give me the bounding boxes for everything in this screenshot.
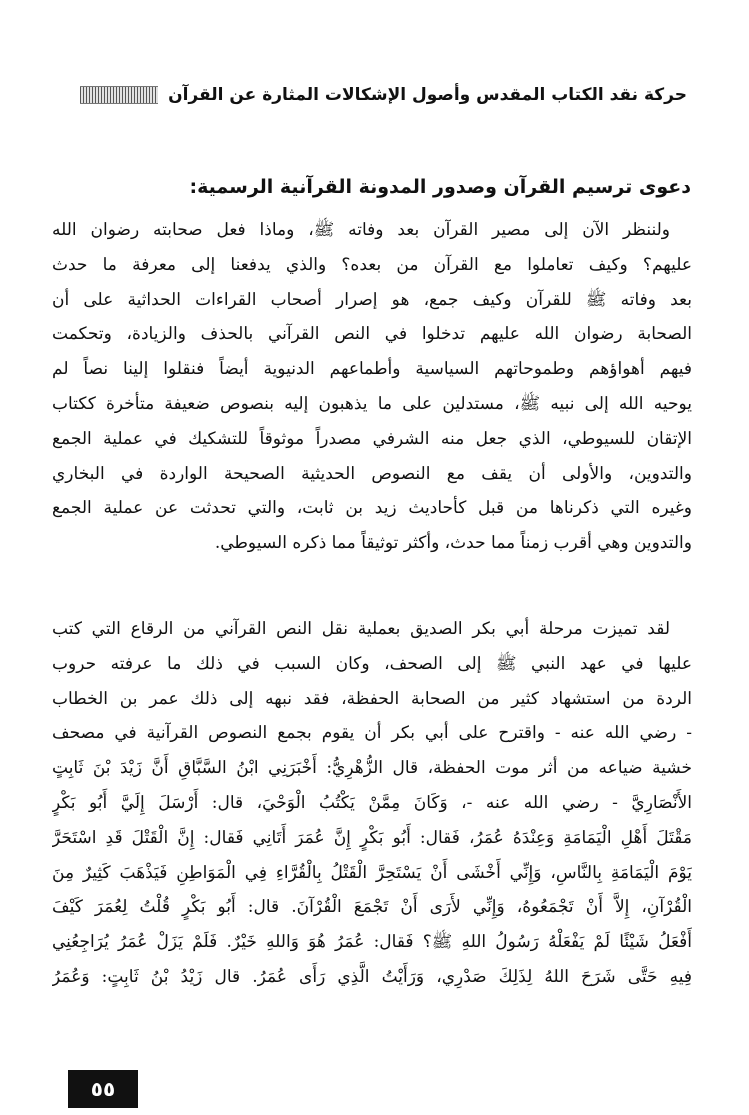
text-line: الْقُرْآنِ، إِلاَّ أَنْ تَجْمَعُوهُ، وَإِنِّي لأَرَى أَنْ تَجْمَعَ الْقُرْآنَ. قال: أَبُو بَكْرٍ قُلْتُ لِعُمَرَ كَيْفَ [52,897,692,918]
text-line: عليها في عهد النبي ﷺ إلى الصحف، وكان السبب في ذلك ما عرفته حروب [52,653,692,674]
text-line: الردة من استشهاد كثير من الصحابة الحفظة، فقد نبهه إلى ذلك عمر بن الخطاب [52,688,692,709]
text-line: يوحيه الله إلى نبيه ﷺ، مستدلين على ما يذهبون إليه بنصوص ضعيفة متأخرة ككتاب [52,393,692,414]
text-line: الإتقان للسيوطي، الذي جعل منه الشرفي مصدراً موثوقاً للتشكيك في عملية الجمع [52,428,692,449]
text-line: بعد وفاته ﷺ للقرآن وكيف جمع، هو إصرار أصحاب القراءات الحداثية على أن [52,289,692,310]
text-line: وغيره التي ذكرناها من قبل كأحاديث زيد بن ثابت، والتي تحدثت عن عملية الجمع [52,498,692,519]
text-line: خشية ضياعه من أثر موت الحفظة، قال الزُّهْرِيُّ: أَخْبَرَنِي ابْنُ السَّبَّاقِ أَنَّ زَيْدَ بْنَ ثَابِتٍ [52,758,692,779]
text-line: لقد تميزت مرحلة أبي بكر الصديق بعملية نقل النص القرآني من الرقاع التي كتب [52,619,670,639]
running-head [80,82,687,108]
running-head-title: حركة نقد الكتاب المقدس وأصول الإشكالات المثارة عن القرآن [168,85,687,105]
text-line: والتدوين، والأولى أن يقف مع النصوص الحديثية الصحيحة الواردة في البخاري [52,463,692,484]
text-line: فيهم أهواؤهم وطموحاتهم السياسية وأطماعهم الدنيوية أيضاً فنقلوا إلينا نصاً لم [52,359,692,380]
running-head-bar [80,86,158,104]
paragraph-1 [52,213,692,561]
text-line: الأَنْصَارِيَّ - رضي الله عنه -، وَكَانَ مِمَّنْ يَكْتُبُ الْوَحْيَ، قال: أَرْسَلَ إِلَيَّ أَبُو بَكْرٍ [52,792,692,813]
text-line: عليهم؟ وكيف تعاملوا مع القرآن من بعده؟ والذي يدفعنا إلى معرفة ما حدث [52,254,692,275]
text-line: يَوْمَ الْيَمَامَةِ بِالنَّاسِ، وَإِنِّي أَخْشَى أَنْ يَسْتَحِرَّ الْقَتْلُ بِالْقُرَّاءِ فِي الْمَوَاطِنِ فَيَذْهَبَ كَثِيرٌ مِنَ [52,862,692,883]
text-line: والتدوين وهي أقرب زمناً مما حدث، وأكثر توثيقاً مما ذكره السيوطي. [214,533,692,554]
text-line: مَقْتَلَ أَهْلِ الْيَمَامَةِ وَعِنْدَهُ عُمَرُ، فَقال: أَبُو بَكْرٍ إِنَّ عُمَرَ أَتَانِي فَقال: إِنَّ الْقَتْلَ قَدِ اسْتَحَرَّ [52,827,692,848]
text-line: - رضي الله عنه - واقترح على أبي بكر أن يقوم بجمع النصوص القرآنية في مصحف [52,723,692,744]
text-line: الصحابة رضوان الله عليهم تدخلوا في النص القرآني بالحذف والزيادة، وتحكمت [52,324,692,345]
text-line: أَفْعَلُ شَيْئًا لَمْ يَفْعَلْهُ رَسُولُ اللهِ ﷺ؟ فَقال: عُمَرُ هُوَ وَاللهِ خَيْرٌ. فَلَمْ يَزَلْ عُمَرُ يُرَاجِعُنِي [52,932,692,953]
text-line: فِيهِ حَتَّى شَرَحَ اللهُ لِذَلِكَ صَدْرِي، وَرَأَيْتُ الَّذِي رَأَى عُمَرُ. قال زَيْدُ بْنُ ثَابِتٍ: وَعُمَرُ [52,966,692,987]
page-number: ٥٥ [68,1070,138,1108]
section-heading: دعوى ترسيم القرآن وصدور المدونة القرآنية الرسمية: [189,176,691,198]
text-line: ولننظر الآن إلى مصير القرآن بعد وفاته ﷺ، وماذا فعل صحابته رضوان الله [52,220,670,240]
paragraph-2 [52,612,692,995]
